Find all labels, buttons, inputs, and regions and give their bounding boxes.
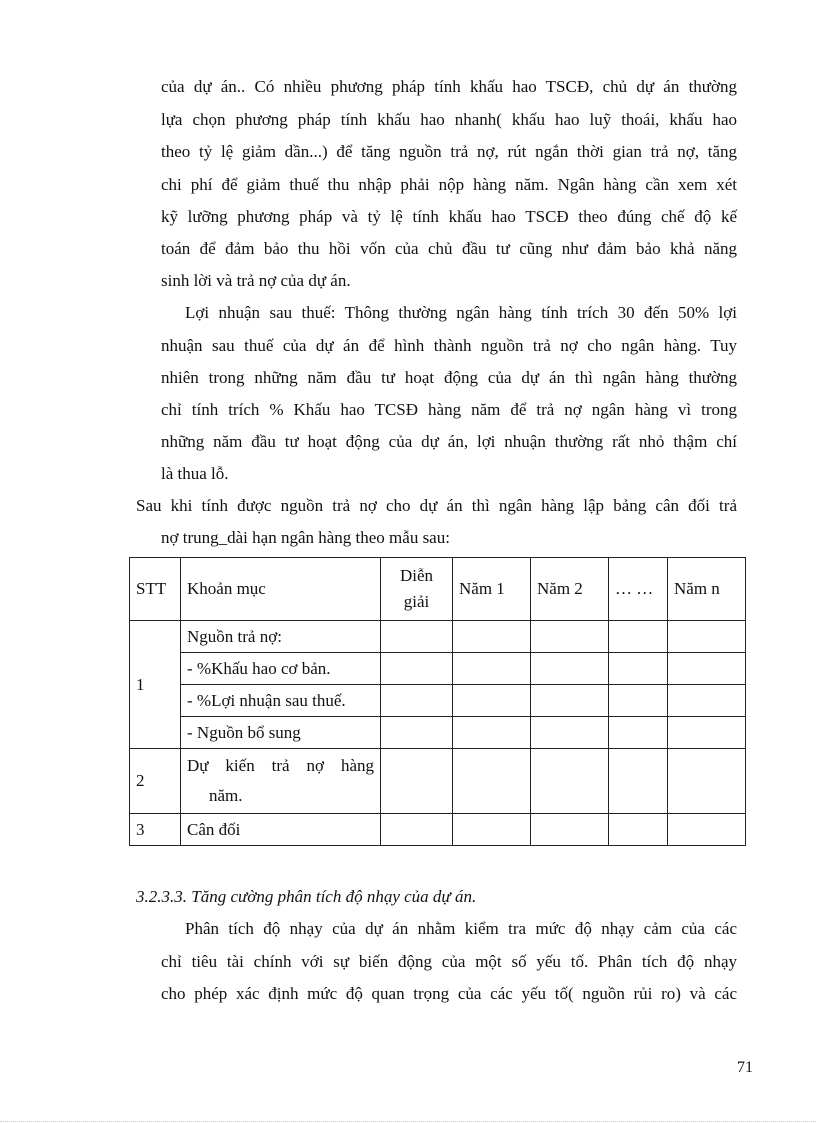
text-line: chi phí để giảm thuế thu nhập phải nộp hàng năm. Ngân hàng cần xem xét — [161, 175, 737, 194]
cell-empty — [609, 621, 668, 653]
cell-empty — [381, 749, 453, 814]
header-ellipsis: … … — [609, 558, 668, 621]
header-nam-1: Năm 1 — [453, 558, 531, 621]
cell-empty — [381, 685, 453, 717]
cell-empty — [609, 653, 668, 685]
cell-empty — [609, 685, 668, 717]
table-row — [130, 621, 746, 653]
text-line: chỉ tính trích % Khấu hao TCSĐ hàng năm để trả nợ ngân hàng vì trong — [161, 400, 737, 419]
text-line: là thua lỗ. — [161, 464, 229, 483]
header-dien-giai-line2: giải — [403, 592, 430, 611]
text-line: kỹ lưỡng phương pháp và tỷ lệ tính khấu hao TSCĐ theo đúng chế độ kế — [161, 207, 737, 226]
cell-empty — [453, 814, 531, 846]
header-dien-giai-line1: Diễn — [399, 566, 434, 585]
table-row — [130, 749, 746, 814]
text-line: lựa chọn phương pháp tính khấu hao nhanh( khấu hao luỹ thoái, khấu hao — [161, 110, 737, 129]
header-nam-n: Năm n — [668, 558, 746, 621]
text-line: chỉ tiêu tài chính với sự biến động của một số yếu tố. Phân tích độ nhạy — [161, 952, 737, 971]
cell-empty — [609, 717, 668, 749]
text-line: nhiên trong những năm đầu tư hoạt động của dự án thì ngân hàng thường — [161, 368, 737, 387]
cell-empty — [453, 621, 531, 653]
cell-empty — [668, 621, 746, 653]
text-line: của dự án.. Có nhiều phương pháp tính khấu hao TSCĐ, chủ dự án thường — [161, 77, 737, 96]
cell-stt: 2 — [130, 749, 181, 814]
table-row — [130, 814, 746, 846]
cell-empty — [531, 717, 609, 749]
debt-balance-table — [129, 557, 746, 846]
table-row — [130, 717, 746, 749]
cell-empty — [381, 717, 453, 749]
cell-empty — [531, 653, 609, 685]
header-dien-giai — [381, 558, 453, 621]
cell-item: - Nguồn bổ sung — [181, 717, 381, 749]
text-line: Phân tích độ nhạy của dự án nhằm kiểm tra mức độ nhạy cảm của các — [185, 919, 737, 938]
cell-empty — [381, 814, 453, 846]
cell-empty — [453, 717, 531, 749]
cell-empty — [453, 749, 531, 814]
cell-empty — [668, 653, 746, 685]
table-row — [130, 653, 746, 685]
page-number: 71 — [737, 1059, 753, 1076]
table-row — [130, 685, 746, 717]
text-line: theo tỷ lệ giảm dần...) để tăng nguồn trả nợ, rút ngắn thời gian trả nợ, tăng — [161, 142, 737, 161]
table-header-row — [130, 558, 746, 621]
text-line: cho phép xác định mức độ quan trọng của các yếu tố( nguồn rủi ro) và các — [161, 984, 737, 1003]
cell-item: - %Khấu hao cơ bản. — [181, 653, 381, 685]
cell-empty — [531, 685, 609, 717]
header-khoan-muc: Khoản mục — [181, 558, 381, 621]
cell-empty — [453, 685, 531, 717]
text-line: sinh lời và trả nợ của dự án. — [161, 271, 351, 290]
text-line: Sau khi tính được nguồn trả nợ cho dự án thì ngân hàng lập bảng cân đối trả — [136, 496, 737, 515]
cell-item-line2: năm. — [209, 786, 243, 805]
cell-empty — [531, 814, 609, 846]
cell-item: Cân đối — [181, 814, 381, 846]
cell-empty — [381, 621, 453, 653]
cell-empty — [531, 621, 609, 653]
cell-item-line1: Dự kiến trả nợ hàng — [187, 756, 374, 775]
cell-empty — [531, 749, 609, 814]
cell-stt: 1 — [130, 621, 181, 749]
cell-empty — [453, 653, 531, 685]
cell-empty — [668, 717, 746, 749]
text-line: những năm đầu tư hoạt động của dự án, lợi nhuận thường rất nhỏ thậm chí — [161, 432, 737, 451]
cell-empty — [668, 685, 746, 717]
cell-stt: 3 — [130, 814, 181, 846]
text-line: nhuận sau thuế của dự án để hình thành nguồn trả nợ cho ngân hàng. Tuy — [161, 336, 737, 355]
header-nam-2: Năm 2 — [531, 558, 609, 621]
footer-divider — [0, 1121, 816, 1122]
text-line: toán để đảm bảo thu hồi vốn của chủ đầu tư cũng như đảm bảo khả năng — [161, 239, 737, 258]
cell-item: - %Lợi nhuận sau thuế. — [181, 685, 381, 717]
header-stt: STT — [130, 558, 181, 621]
cell-item — [181, 749, 381, 814]
cell-item: Nguồn trả nợ: — [181, 621, 381, 653]
text-line: Lợi nhuận sau thuế: Thông thường ngân hàng tính trích 30 đến 50% lợi — [185, 303, 737, 322]
cell-empty — [381, 653, 453, 685]
cell-empty — [609, 814, 668, 846]
text-line: nợ trung_dài hạn ngân hàng theo mẫu sau: — [161, 528, 450, 547]
cell-empty — [609, 749, 668, 814]
cell-empty — [668, 814, 746, 846]
cell-empty — [668, 749, 746, 814]
section-heading: 3.2.3.3. Tăng cường phân tích độ nhạy của dự án. — [136, 887, 477, 906]
